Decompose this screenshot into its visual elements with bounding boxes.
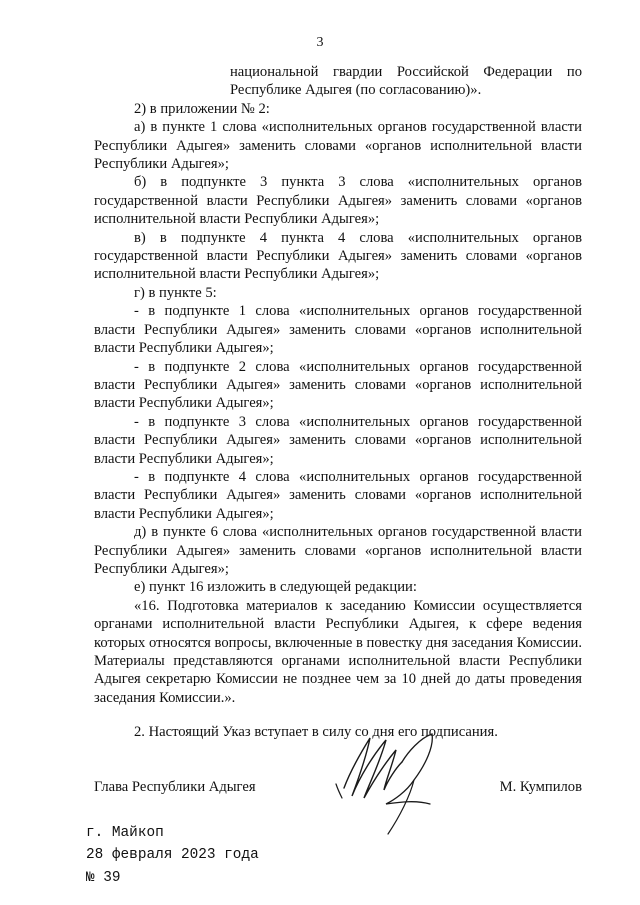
document-body xyxy=(94,63,582,742)
paragraph: б) в подпункте 3 пункта 3 слова «исполнительных органов государственной власти Республики Адыгея» заменить словами «органов исполнительной власти Республики Адыгея»; xyxy=(94,174,582,228)
footer-city: г. Майкоп xyxy=(86,825,164,841)
paragraph: «16. Подготовка материалов к заседанию Комиссии осуществляется органами исполнительной власти Республики Адыгея, к сфере ведения которых относятся вопросы, включенные в повестку дня заседания Комиссии. Материалы представляются органами исполнительной власти Республики Адыгея секретарю Комиссии не позднее чем за 10 дней до даты проведения заседания Комиссии.». xyxy=(94,597,582,706)
continuation-text: национальной гвардии Российской Федерации по Республике Адыгея (по согласованию)». xyxy=(230,64,582,99)
paragraph: - в подпункте 2 слова «исполнительных органов государственной власти Республики Адыгея» заменить словами «органов исполнительной власти Республики Адыгея»; xyxy=(94,358,582,412)
page-number: 3 xyxy=(316,35,324,50)
final-clause: 2. Настоящий Указ вступает в силу со дня его подписания. xyxy=(134,724,498,741)
spacer xyxy=(94,707,582,723)
signature-block xyxy=(94,779,582,796)
paragraph: е) пункт 16 изложить в следующей редакции: xyxy=(134,579,417,596)
paragraph: г) в пункте 5: xyxy=(134,284,217,301)
paragraph: 2) в приложении № 2: xyxy=(134,100,270,117)
paragraph: - в подпункте 1 слова «исполнительных органов государственной власти Республики Адыгея» заменить словами «органов исполнительной власти Республики Адыгея»; xyxy=(94,303,582,357)
paragraph: д) в пункте 6 слова «исполнительных органов государственной власти Республики Адыгея» заменить словами «органов исполнительной власти Республики Адыгея»; xyxy=(94,524,582,577)
paragraph: - в подпункте 3 слова «исполнительных органов государственной власти Республики Адыгея» заменить словами «органов исполнительной власти Республики Адыгея»; xyxy=(94,413,582,467)
document-footer xyxy=(86,822,259,889)
paragraph: в) в подпункте 4 пункта 4 слова «исполнительных органов государственной власти Республики Адыгея» заменить словами «органов исполнительной власти Республики Адыгея»; xyxy=(94,229,582,283)
paragraph: а) в пункте 1 слова «исполнительных органов государственной власти Республики Адыгея» заменить словами «органов исполнительной власти Республики Адыгея»; xyxy=(94,119,582,173)
footer-date: 28 февраля 2023 года xyxy=(86,847,259,864)
signatory-position: Глава Республики Адыгея xyxy=(94,779,256,795)
footer-number: № 39 xyxy=(86,869,121,886)
paragraph: - в подпункте 4 слова «исполнительных органов государственной власти Республики Адыгея» заменить словами «органов исполнительной власти Республики Адыгея»; xyxy=(94,468,582,522)
signatory-name: М. Кумпилов xyxy=(499,779,582,795)
